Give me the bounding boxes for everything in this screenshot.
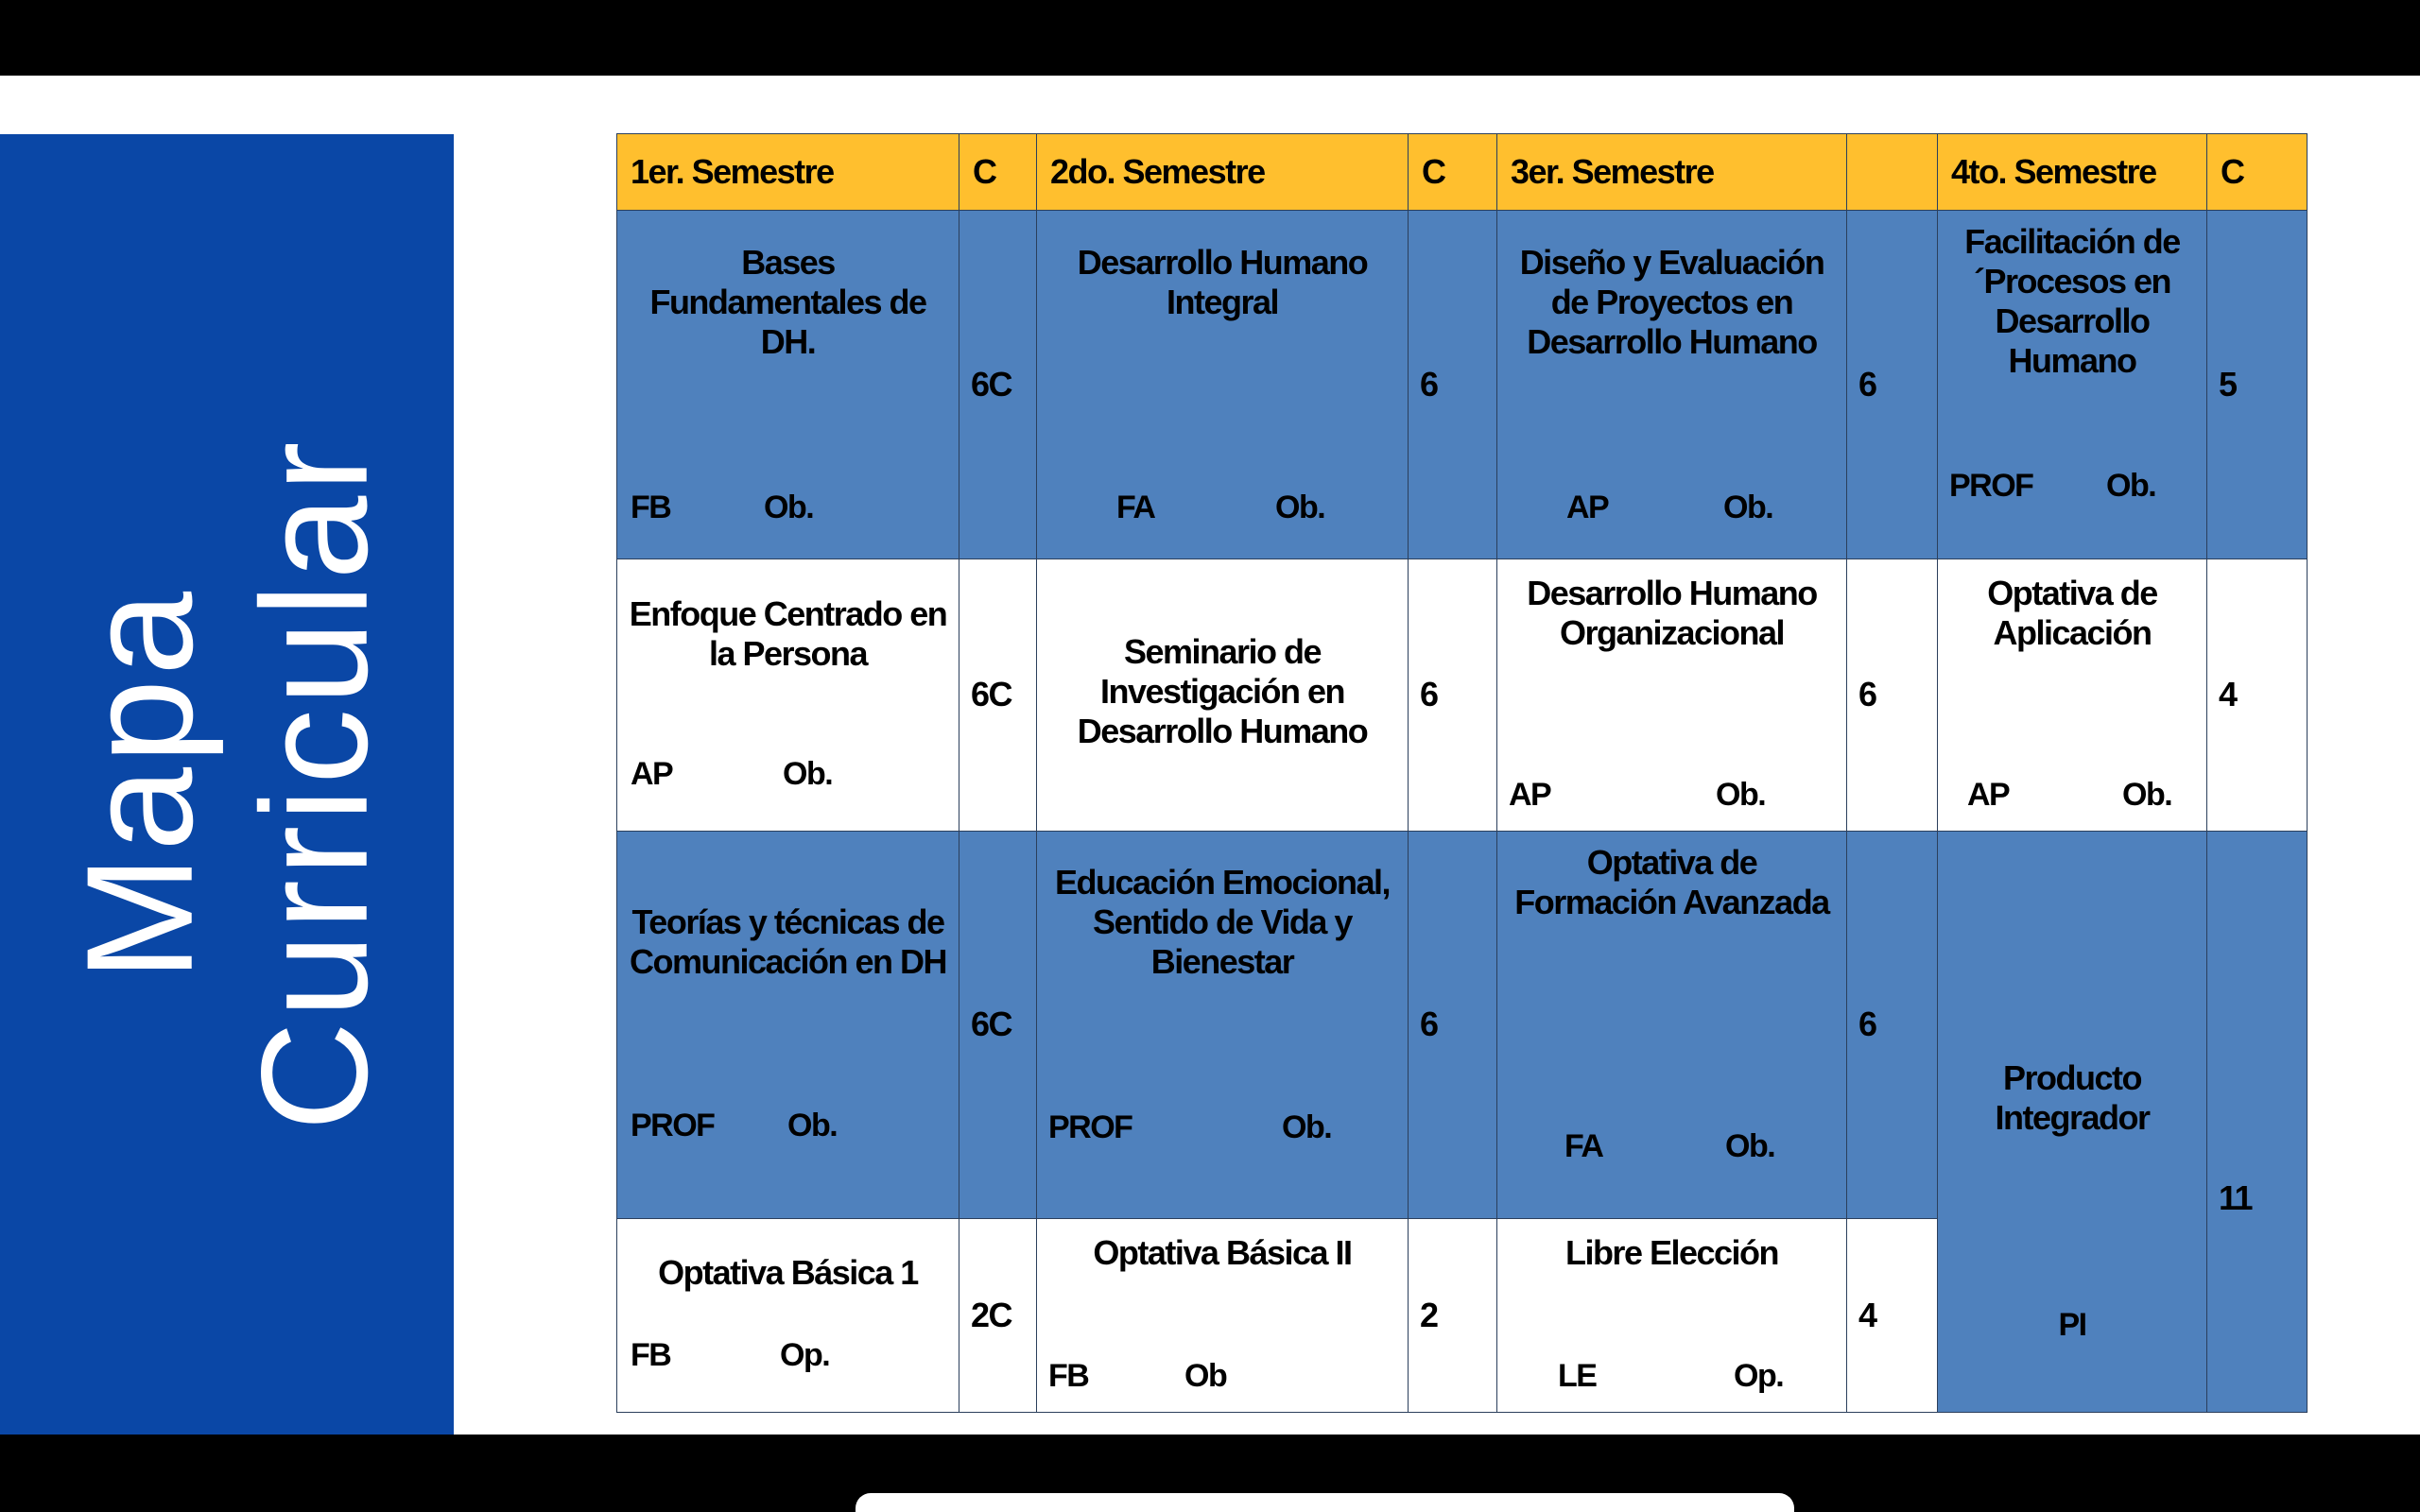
header-semester-4: 4to. Semestre: [1938, 134, 2207, 211]
credit-cell: [2207, 211, 2308, 559]
credit-cell: [1409, 211, 1497, 559]
table-row: [617, 558, 2308, 831]
course-cell: [1497, 831, 1847, 1218]
course-cell: [1037, 558, 1409, 831]
course-credits: 6: [1420, 675, 1438, 714]
course-name: Optativa de Formación Avanzada: [1514, 842, 1829, 921]
header-credits-3: [1847, 134, 1938, 211]
course-name: Bases Fundamentales de DH.: [649, 243, 926, 362]
course-status: Op.: [780, 1337, 830, 1373]
course-name: Facilitación de ´Procesos en Desarrollo Humano: [1964, 222, 2180, 381]
header-credits-2: C: [1409, 134, 1497, 211]
course-name: Enfoque Centrado en la Persona: [629, 593, 947, 673]
course-status: Ob.: [1282, 1108, 1332, 1145]
course-type: FA: [1116, 489, 1155, 525]
credit-cell: [2207, 831, 2308, 1412]
credit-cell: [959, 211, 1037, 559]
header-semester-3: 3er. Semestre: [1497, 134, 1847, 211]
credit-cell: [1847, 831, 1938, 1218]
header-credits-1: C: [959, 134, 1037, 211]
course-cell: [1938, 831, 2207, 1412]
header-credits-4: C: [2207, 134, 2308, 211]
course-credits: 6: [1420, 365, 1438, 404]
course-type: AP: [1967, 776, 2010, 813]
course-cell: [1497, 558, 1847, 831]
table-row: [617, 211, 2308, 559]
course-credits: 6C: [971, 365, 1012, 404]
course-name: Optativa de Aplicación: [1987, 573, 2157, 652]
course-status: Ob.: [1275, 489, 1325, 525]
course-status: Ob.: [2122, 776, 2172, 813]
course-name: Diseño y Evaluación de Proyectos en Desarrollo Humano: [1519, 243, 1824, 362]
course-name: Educación Emocional, Sentido de Vida y Bienestar: [1054, 862, 1391, 981]
credit-cell: [959, 831, 1037, 1218]
course-status: Ob.: [764, 489, 814, 525]
course-type: LE: [1558, 1358, 1597, 1394]
course-credits: 2: [1420, 1295, 1438, 1334]
credit-cell: [1409, 558, 1497, 831]
bottom-panel-tab: [856, 1493, 1794, 1512]
course-status: Ob.: [783, 755, 833, 792]
course-type: PROF: [631, 1107, 715, 1143]
course-status: Ob.: [1716, 776, 1766, 813]
course-credits: 2C: [971, 1295, 1012, 1334]
header-semester-2: 2do. Semestre: [1037, 134, 1409, 211]
course-cell: [617, 558, 959, 831]
course-type: FA: [1564, 1127, 1603, 1164]
title-sidebar: [0, 134, 454, 1435]
credit-cell: [959, 558, 1037, 831]
credit-cell: [1409, 831, 1497, 1218]
course-status: Ob.: [2106, 467, 2156, 504]
course-status: Ob.: [787, 1107, 838, 1143]
course-credits: 6C: [971, 1005, 1012, 1044]
course-name: Optativa Básica 1: [658, 1252, 918, 1292]
course-credits: 6: [1420, 1005, 1438, 1044]
credit-cell: [1409, 1218, 1497, 1412]
credit-cell: [959, 1218, 1037, 1412]
curriculum-table: [616, 133, 2308, 1413]
course-name: Producto Integrador: [1995, 1057, 2150, 1137]
credit-cell: [1847, 211, 1938, 559]
course-credits: 4: [2219, 675, 2237, 714]
course-name: Optativa Básica II: [1093, 1232, 1352, 1272]
course-name: Desarrollo Humano Integral: [1077, 243, 1368, 322]
course-type: PROF: [1048, 1108, 1132, 1145]
course-type: FB: [631, 489, 671, 525]
table-row: [617, 831, 2308, 1218]
course-type: AP: [631, 755, 673, 792]
course-status: Op.: [1734, 1358, 1784, 1394]
course-status: Ob: [1184, 1358, 1227, 1394]
header-semester-1: 1er. Semestre: [617, 134, 959, 211]
course-cell: [1037, 1218, 1409, 1412]
course-type: PROF: [1949, 467, 2033, 504]
course-cell: [1037, 211, 1409, 559]
course-credits: 5: [2219, 365, 2237, 404]
course-status: Ob.: [1725, 1127, 1775, 1164]
credit-cell: [1847, 1218, 1938, 1412]
course-cell: [1497, 211, 1847, 559]
header-row: [617, 134, 2308, 211]
course-credits: 6: [1858, 675, 1876, 714]
course-cell: [617, 831, 959, 1218]
course-cell: [1938, 211, 2207, 559]
course-type: FB: [1048, 1358, 1089, 1394]
course-name: Libre Elección: [1564, 1232, 1779, 1272]
credit-cell: [2207, 558, 2308, 831]
course-cell: [617, 1218, 959, 1412]
course-credits: 4: [1858, 1295, 1876, 1334]
course-type: PI: [2058, 1307, 2086, 1343]
credit-cell: [1847, 558, 1938, 831]
page-title: Mapa Curricular: [55, 438, 399, 1131]
course-credits: 11: [2219, 1177, 2253, 1217]
course-cell: [1037, 831, 1409, 1218]
course-type: AP: [1509, 776, 1551, 813]
course-name: Desarrollo Humano Organizacional: [1527, 573, 1817, 652]
course-name: Seminario de Investigación en Desarrollo Humano: [1077, 631, 1368, 750]
course-credits: 6C: [971, 675, 1012, 714]
course-type: FB: [631, 1337, 671, 1373]
course-type: AP: [1566, 489, 1609, 525]
course-cell: [617, 211, 959, 559]
course-credits: 6: [1858, 1005, 1876, 1044]
course-name: Teorías y técnicas de Comunicación en DH: [629, 902, 947, 981]
course-status: Ob.: [1723, 489, 1773, 525]
course-cell: [1497, 1218, 1847, 1412]
course-credits: 6: [1858, 365, 1876, 404]
course-cell: [1938, 558, 2207, 831]
